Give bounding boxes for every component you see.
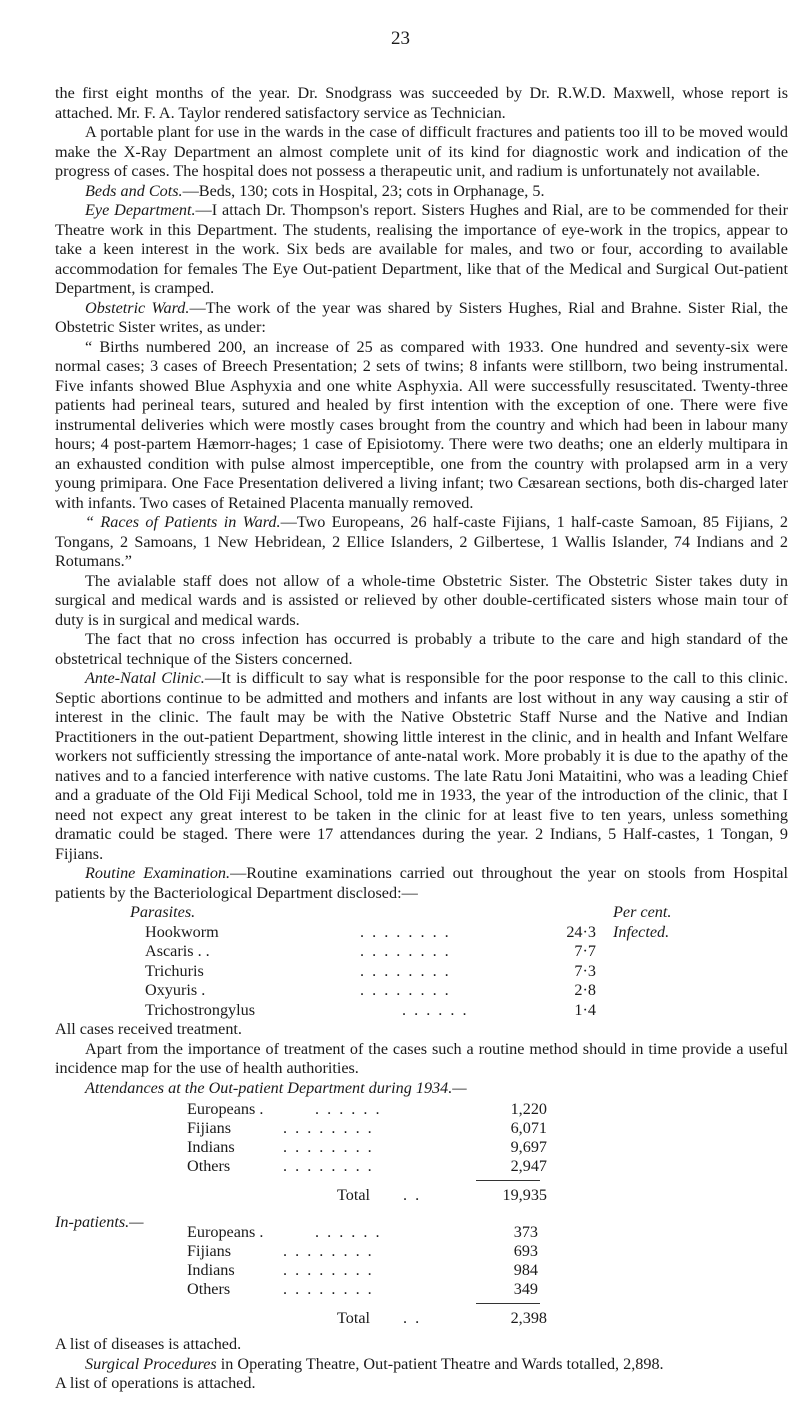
group-name: Europeans . <box>187 1100 264 1118</box>
table-row <box>55 1223 788 1243</box>
total-row <box>55 1186 788 1206</box>
table-row <box>55 962 788 982</box>
routine-text: —Routine examinations carried out throughout the year on stools from Hospital patients by the Bacteriological Department disclosed:— <box>55 864 788 902</box>
parasite-percent: 7·7 <box>574 942 596 960</box>
paragraph-births-quote: “ Births numbered 200, an increase of 25 as compared with 1933. One hundred and seventy-six were normal cases; 3 cases of Breech Presentation; 2 sets of twins; 8 infants were stillborn, two being instrumental. Five infants showed Blue Asphyxia and one white Asphyxia. All were successfully resuscitated. Twenty-three patients had perineal tears, sutured and healed by first intention with the exception of one. There were five instrumental deliveries which were mostly cases brought from the country and which had been in labour many hours; 4 post-partem Hæmorr-hages; 1 case of Episiotomy. There were two deaths; one an elderly multipara in an exhausted condition with pulse almost imperceptible, one from the country with prolapsed arm in a very young primipara. One Face Presentation delivered a living infant; two Cæsarean sections, both dis-charged later with infants. Two cases of Retained Placenta manually removed. <box>55 337 788 512</box>
table-row <box>55 981 788 1001</box>
beds-heading: Beds and Cots. <box>85 181 183 200</box>
total-label: Total <box>337 1309 371 1327</box>
paragraph-routine-exam <box>55 864 788 903</box>
paragraph-treatment: All cases received treatment. <box>55 1020 242 1038</box>
leader-dots: . . . . . . . . <box>283 1242 374 1260</box>
parasites-table <box>55 903 788 1020</box>
group-name: Indians <box>187 1138 235 1156</box>
group-name: Europeans . <box>187 1223 264 1241</box>
leader-dots: . . . . . . <box>315 1223 382 1241</box>
leader-dots: . . . . . . . . <box>360 942 451 960</box>
paragraph-eye-department <box>55 201 788 299</box>
leader-dots: . . . . . . . . <box>283 1119 374 1137</box>
eye-text: —I attach Dr. Thompson's report. Sisters Hughes and Rial, are to be commended for their Theatre work in this Department. The students, realising the importance of eye-work in the tropics, appear to take a keen interest in the work. Six beds are available for males, and two or four, according to available accommodation for females The Eye Out-patient Department, like that of the Medical and Surgical Out-patient Department, is cramped. <box>55 201 788 297</box>
paragraph-diseases: A list of diseases is attached. <box>55 1335 242 1353</box>
parasite-name: Trichuris <box>145 961 204 980</box>
parasite-name: Hookworm <box>145 922 219 941</box>
attendance-count: 6,071 <box>510 1119 547 1137</box>
paragraph-incidence-map: Apart from the importance of treatment of the cases such a routine method should in time provide a useful incidence map for the use of health authorities. <box>55 1039 788 1077</box>
parasite-percent: 7·3 <box>574 961 596 980</box>
leader-dots: . . . . . . . . <box>360 961 451 980</box>
leader-dots: . . . . . . . . <box>360 981 451 999</box>
leader-dots: . . . . . . . . <box>283 1261 374 1279</box>
table-row <box>55 923 788 943</box>
table-row <box>55 1001 788 1021</box>
total-count: 2,398 <box>510 1309 547 1327</box>
parasite-name: Trichostrongylus <box>145 1000 256 1019</box>
leader-dots: . . . . . . . . <box>283 1280 374 1298</box>
page-number: 23 <box>391 28 410 49</box>
table-row <box>55 1138 788 1158</box>
table-row <box>55 1242 788 1262</box>
antenatal-heading: Ante-Natal Clinic. <box>85 669 205 687</box>
group-name: Others <box>187 1280 231 1298</box>
beds-text: —Beds, 130; cots in Hospital, 23; cots in Orphanage, 5. <box>182 181 545 200</box>
surgical-text: in Operating Theatre, Out-patient Theatre and Wards totalled, 2,898. <box>216 1354 664 1373</box>
paragraph-antenatal <box>55 669 788 864</box>
outpatients-table <box>55 1100 788 1210</box>
paragraph-operations: A list of operations is attached. <box>55 1374 256 1392</box>
parasite-percent: 2·8 <box>574 981 596 999</box>
leader-dots: . . <box>403 1186 422 1204</box>
attendances-heading-text: Attendances at the Out-patient Department during 1934.— <box>85 1078 467 1097</box>
paragraph-portable-plant: A portable plant for use in the wards in the case of difficult fractures and patients too ill to be moved would make the X-Ray Department an almost complete unit of its kind for diagnostic work and indication of the progress of cases. The hospital does not possess a therapeutic unit, and radium is unfortunately not available. <box>55 123 788 180</box>
parasites-col-heading: Parasites. <box>130 903 196 921</box>
table-row <box>55 1261 788 1281</box>
divider <box>476 1180 540 1181</box>
inpatients-label: In-patients.— <box>55 1213 144 1231</box>
divider <box>476 1303 540 1304</box>
attendance-count: 2,947 <box>510 1157 547 1175</box>
percent-infected-heading: Per cent. Infected. <box>613 903 672 941</box>
attendance-count: 9,697 <box>510 1138 547 1156</box>
table-row <box>55 1100 788 1120</box>
inpatient-count: 693 <box>513 1242 538 1260</box>
paragraph-beds-cots <box>55 182 788 202</box>
table-row <box>55 942 788 962</box>
attendance-count: 1,220 <box>510 1100 547 1118</box>
inpatients-table <box>55 1213 788 1333</box>
leader-dots: . . <box>403 1309 422 1327</box>
leader-dots: . . . . . . . . <box>360 922 451 941</box>
paragraph-xray-staff: the first eight months of the year. Dr. Snodgrass was succeeded by Dr. R.W.D. Maxwell, whose report is attached. Mr. F. A. Taylor rendered satisfactory service as Technician. <box>55 84 788 122</box>
eye-heading: Eye Department. <box>85 201 196 219</box>
paragraph-infection: The fact that no cross infection has occurred is probably a tribute to the care and high standard of the obstetrical technique of the Sisters concerned. <box>55 630 788 668</box>
group-name: Fijians <box>187 1242 232 1260</box>
leader-dots: . . . . . . <box>315 1100 382 1118</box>
paragraph-surgical <box>55 1355 788 1375</box>
total-count: 19,935 <box>502 1186 547 1204</box>
paragraph-races <box>55 513 788 572</box>
group-name: Others <box>187 1157 231 1175</box>
obstetric-text: —The work of the year was shared by Sisters Hughes, Rial and Brahne. Sister Rial, the Obstetric Sister writes, as under: <box>55 298 788 336</box>
inpatient-count: 373 <box>513 1223 538 1241</box>
races-text: —Two Europeans, 26 half-caste Fijians, 1 half-caste Samoan, 85 Fijians, 2 Tongans, 2 Samoans, 1 New Hebridean, 2 Ellice Islanders, 2 Gilbertese, 1 Wallis Islander, 74 Indians and 2 Rotumans.” <box>55 513 788 570</box>
leader-dots: . . . . . . . . <box>283 1157 374 1175</box>
obstetric-heading: Obstetric Ward. <box>85 298 190 317</box>
parasite-name: Oxyuris . <box>145 981 206 999</box>
routine-heading: Routine Examination. <box>85 864 231 882</box>
antenatal-text: —It is difficult to say what is responsible for the poor response to the call to this clinic. Septic abortions continue to be admitted and mothers and infants are lost without in any way causing a stir of interest in the clinic. The fault may be with the Native Obstetric Staff Nurse and the Native and Indian Practitioners in the out-patient Department, showing little interest in the clinic, and in health and Infant Welfare workers not sufficiently stressing the importance of ante-natal work. More probably it is due to the apathy of the natives and to a fancied interference with native customs. The late Ratu Joni Mataitini, who was a leading Chief and a graduate of the Old Fiji Medical School, told me in 1933, the year of the introduction of the clinic, that I need not expect any great interest to be taken in the clinic for at least five to ten years, unless something dramatic could be staged. There were 17 attendances during the year. 2 Indians, 5 Half-castes, 1 Tongan, 9 Fijians. <box>55 669 788 863</box>
total-row <box>55 1309 788 1329</box>
table-row <box>55 1119 788 1139</box>
body-text <box>55 84 788 1394</box>
attendances-heading <box>55 1079 788 1099</box>
leader-dots: . . . . . . <box>402 1000 469 1019</box>
inpatient-count: 984 <box>513 1261 538 1279</box>
parasite-percent: 24·3 <box>566 922 596 941</box>
parasite-percent: 1·4 <box>574 1000 596 1019</box>
group-name: Fijians <box>187 1119 232 1137</box>
paragraph-staff: The avialable staff does not allow of a whole-time Obstetric Sister. The Obstetric Sister takes duty in surgical and medical wards and is assisted or relieved by other double-certificated sisters whose main tour of duty is in surgical and medical wards. <box>55 571 788 629</box>
inpatient-count: 349 <box>513 1280 538 1298</box>
surgical-heading: Surgical Procedures <box>85 1354 217 1373</box>
table-row <box>55 1157 788 1177</box>
total-label: Total <box>337 1186 371 1204</box>
table-row <box>55 1280 788 1300</box>
parasite-name: Ascaris . . <box>145 942 210 960</box>
leader-dots: . . . . . . . . <box>283 1138 374 1156</box>
paragraph-obstetric-ward <box>55 299 788 338</box>
races-heading: “ Races of Patients in Ward. <box>85 513 281 531</box>
group-name: Indians <box>187 1261 235 1279</box>
